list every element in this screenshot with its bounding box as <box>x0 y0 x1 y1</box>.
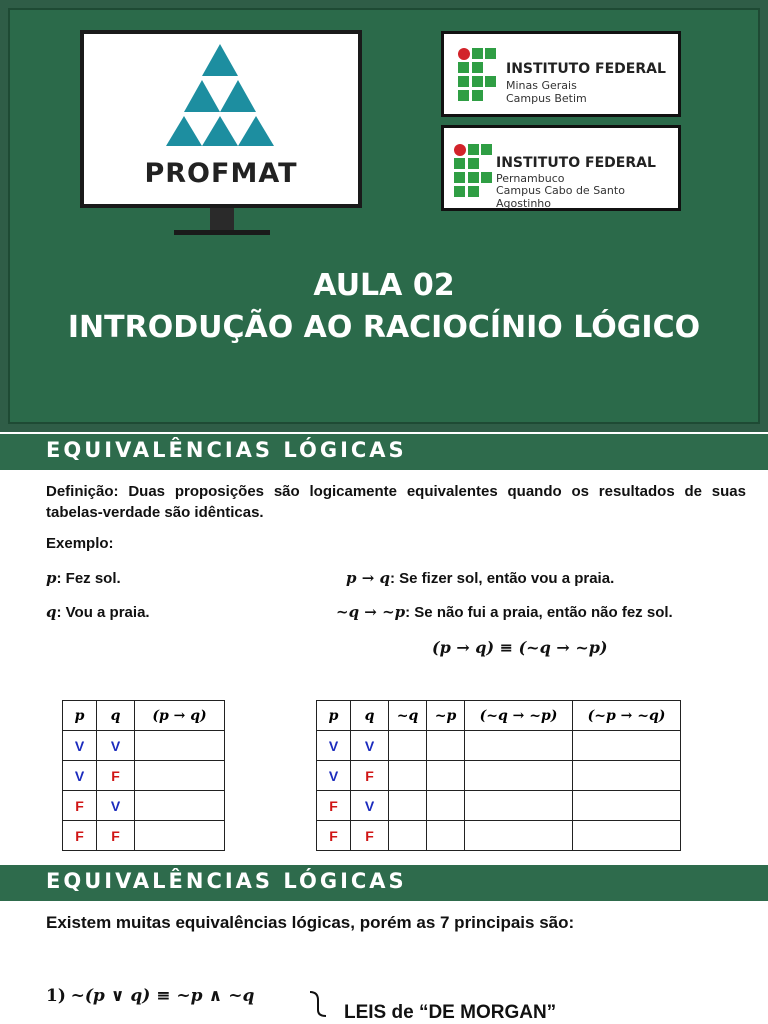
table-cell <box>573 791 681 821</box>
item-formula: ~(p ∨ q) ≡ ~p ∧ ~q <box>70 986 255 1006</box>
table-cell: V <box>351 791 389 821</box>
table-cell <box>427 731 465 761</box>
implication-line <box>346 569 614 587</box>
table-cell <box>427 821 465 851</box>
section-title-2: EQUIVALÊNCIAS LÓGICAS <box>46 869 407 893</box>
if2-campus: Campus Cabo de Santo Agostinho <box>496 184 625 210</box>
profmat-triangle-logo <box>166 44 274 146</box>
monitor-stand <box>210 208 234 230</box>
if1-state: Minas Gerais <box>506 79 577 92</box>
table-header-cell: (~q → ~p) <box>465 701 573 731</box>
p-symbol: p <box>46 569 57 587</box>
table-cell: F <box>351 821 389 851</box>
implication-text: : Se fizer sol, então vou a praia. <box>390 570 615 587</box>
table-cell <box>465 791 573 821</box>
section-title: EQUIVALÊNCIAS LÓGICAS <box>46 438 407 462</box>
contrapositive-formula: ~q → ~p <box>336 603 406 621</box>
table-cell <box>135 821 225 851</box>
lesson-number: AULA 02 <box>313 268 455 303</box>
table-cell: V <box>63 761 97 791</box>
if2-state: Pernambuco <box>496 172 565 185</box>
table-row <box>317 761 681 791</box>
table-header-cell: q <box>97 701 135 731</box>
if-minas-gerais-logo <box>441 31 681 117</box>
table-cell <box>389 791 427 821</box>
monitor-base <box>174 230 270 235</box>
table-cell <box>427 791 465 821</box>
slide-title <box>0 265 768 349</box>
if-grid-icon <box>458 48 498 102</box>
proposition-p <box>46 569 121 587</box>
brace-icon <box>308 990 330 1024</box>
truth-table-1 <box>62 700 225 851</box>
profmat-logo-text: PROFMAT <box>144 158 298 189</box>
table-header-cell: ~q <box>389 701 427 731</box>
table-cell: V <box>97 731 135 761</box>
definition-text: Definição: Duas proposições são logicamente equivalentes quando os resultados de suas tabelas-verdade são idênticas. <box>46 483 746 521</box>
if1-title: INSTITUTO FEDERAL <box>506 61 666 77</box>
table-cell <box>465 761 573 791</box>
table-cell: V <box>317 761 351 791</box>
table-row <box>63 761 225 791</box>
table-cell <box>465 821 573 851</box>
table-header-cell: p <box>317 701 351 731</box>
table-cell <box>427 761 465 791</box>
table-cell <box>573 731 681 761</box>
table-cell <box>135 791 225 821</box>
proposition-q <box>46 603 150 621</box>
table-cell <box>389 731 427 761</box>
if1-campus: Campus Betim <box>506 92 587 105</box>
contrapositive-text: : Se não fui a praia, então não fez sol. <box>405 604 673 621</box>
table-cell <box>389 761 427 791</box>
lesson-title: INTRODUÇÃO AO RACIOCÍNIO LÓGICO <box>67 310 701 345</box>
table-cell: F <box>351 761 389 791</box>
table-cell <box>389 821 427 851</box>
table-row <box>317 791 681 821</box>
item-number: 1) <box>46 986 66 1006</box>
profmat-monitor <box>80 30 362 208</box>
de-morgan-label: LEIS de “DE MORGAN” <box>344 1002 557 1023</box>
implication-formula: p → q <box>346 569 390 587</box>
table-header-cell: (~p → ~q) <box>573 701 681 731</box>
truth-table-2 <box>316 700 681 851</box>
table-header-cell: ~p <box>427 701 465 731</box>
table-header-cell: p <box>63 701 97 731</box>
table-row <box>63 731 225 761</box>
example-label: Exemplo: <box>46 535 114 552</box>
q-text: : Vou a praia. <box>56 604 150 621</box>
table-cell: V <box>97 791 135 821</box>
table-cell <box>573 821 681 851</box>
table-header-row <box>63 701 225 731</box>
table-cell: F <box>63 791 97 821</box>
contrapositive-line <box>336 603 673 621</box>
if-pernambuco-logo <box>441 125 681 211</box>
table-row <box>63 821 225 851</box>
table-row <box>317 731 681 761</box>
equivalence-formula: (p → q) ≡ (~q → ~p) <box>432 638 608 657</box>
table-cell: V <box>63 731 97 761</box>
q-symbol: q <box>46 603 57 621</box>
title-slide <box>0 0 768 432</box>
table-header-cell: (p → q) <box>135 701 225 731</box>
if-grid-icon <box>454 144 494 198</box>
table-header-cell: q <box>351 701 389 731</box>
table-cell: V <box>317 731 351 761</box>
table-row <box>63 791 225 821</box>
table-cell: F <box>63 821 97 851</box>
equivalence-item-1 <box>46 986 254 1006</box>
table-cell: F <box>97 821 135 851</box>
table-cell: F <box>317 791 351 821</box>
table-cell <box>573 761 681 791</box>
table-cell: F <box>317 821 351 851</box>
intro-text: Existem muitas equivalências lógicas, porém as 7 principais são: <box>46 913 575 932</box>
table-header-row <box>317 701 681 731</box>
table-cell: V <box>351 731 389 761</box>
p-text: : Fez sol. <box>56 570 121 587</box>
table-cell <box>135 731 225 761</box>
section-header-band-2 <box>0 865 768 901</box>
section-header-band <box>0 434 768 470</box>
table-row <box>317 821 681 851</box>
table-cell <box>135 761 225 791</box>
table-cell: F <box>97 761 135 791</box>
table-cell <box>465 731 573 761</box>
if2-title: INSTITUTO FEDERAL <box>496 155 656 171</box>
